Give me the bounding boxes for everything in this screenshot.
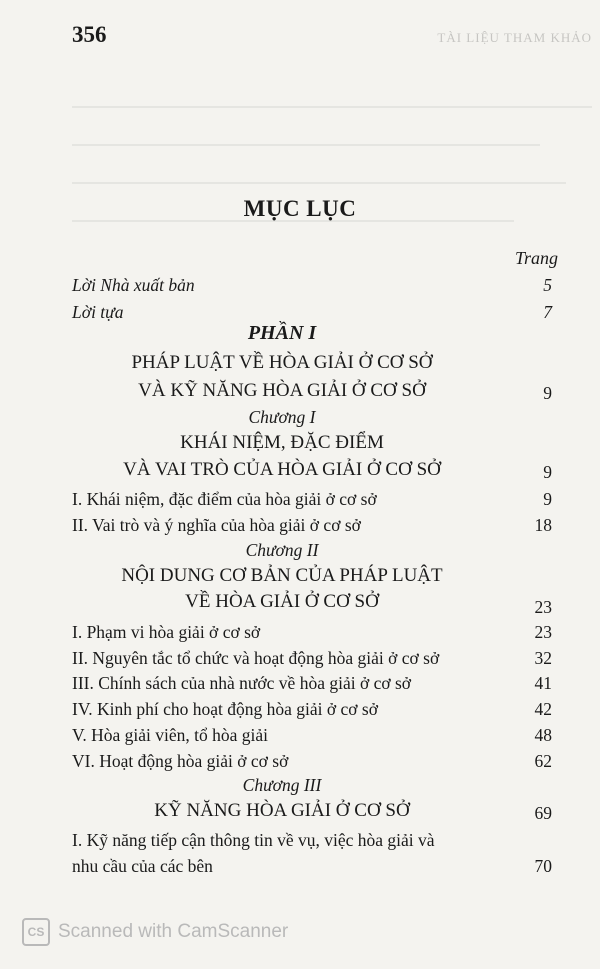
toc-entry-page: 48	[534, 725, 552, 745]
chapter3-page: 69	[534, 803, 552, 823]
toc-entry-label: VI. Hoạt động hòa giải ở cơ sở	[72, 751, 289, 771]
toc-entry-ch1-item1[interactable]	[72, 489, 552, 510]
toc-entry-ch2-item1[interactable]	[72, 622, 552, 643]
toc-entry-label: IV. Kinh phí cho hoạt động hòa giải ở cơ sở	[72, 699, 378, 719]
chapter1-page: 9	[543, 462, 552, 482]
toc-entry-label: I. Khái niệm, đặc điểm của hòa giải ở cơ sở	[72, 489, 377, 509]
toc-entry-label: Lời Nhà xuất bản	[72, 275, 195, 295]
toc-entry-ch2-item4[interactable]	[72, 699, 552, 720]
chapter3-title-line1: KỸ NĂNG HÒA GIẢI Ở CƠ SỞ	[154, 800, 410, 821]
chapter3-label: Chương III	[242, 775, 322, 795]
toc-entry-page: 9	[543, 489, 552, 509]
toc-entry-page: 18	[534, 515, 552, 535]
page-title: MỤC LỤC	[243, 196, 357, 221]
toc-entry-page: 41	[534, 673, 552, 693]
watermark-text: Scanned with CamScanner	[58, 921, 289, 942]
toc-entry-label: nhu cầu của các bên	[72, 856, 213, 876]
chapter1-title-line2: VÀ VAI TRÒ CỦA HÒA GIẢI Ở CƠ SỞ	[123, 459, 441, 480]
part-page: 9	[543, 383, 552, 403]
chapter2-label: Chương II	[245, 540, 319, 560]
camscanner-logo-icon: CS	[22, 918, 50, 946]
toc-entry-page: 42	[534, 699, 552, 719]
toc-entry-preface[interactable]	[72, 302, 552, 323]
toc-entry-page: 70	[534, 856, 552, 876]
part-label: PHẦN I	[247, 322, 317, 344]
chapter1-title-line1: KHÁI NIỆM, ĐẶC ĐIỂM	[180, 432, 384, 453]
toc-entry-label: Lời tựa	[72, 302, 124, 322]
part-title-line2: VÀ KỸ NĂNG HÒA GIẢI Ở CƠ SỞ	[138, 380, 426, 401]
toc-entry-page: 5	[543, 275, 552, 295]
running-head: TÀI LIỆU THAM KHẢO	[437, 30, 592, 45]
toc-entry-page: 32	[534, 648, 552, 668]
chapter1-label: Chương I	[248, 407, 316, 427]
toc-entry-ch1-item2[interactable]	[72, 515, 552, 536]
toc-entry-ch3-item1[interactable]	[72, 830, 552, 851]
toc-entry-ch2-item5[interactable]	[72, 725, 552, 746]
toc-entry-label: I. Phạm vi hòa giải ở cơ sở	[72, 622, 261, 642]
page-column-label: Trang	[514, 248, 558, 268]
page-number: 356	[72, 22, 107, 47]
scanner-watermark	[22, 918, 288, 946]
toc-entry-ch2-item6[interactable]	[72, 751, 552, 772]
chapter2-title-line2: VỀ HÒA GIẢI Ở CƠ SỞ	[185, 591, 379, 612]
toc-entry-page: 7	[543, 302, 552, 322]
toc-entry-label: II. Nguyên tắc tổ chức và hoạt động hòa giải ở cơ sở	[72, 648, 440, 668]
toc-entry-label: II. Vai trò và ý nghĩa của hòa giải ở cơ sở	[72, 515, 361, 535]
toc-entry-label: III. Chính sách của nhà nước về hòa giải ở cơ sở	[72, 673, 412, 693]
part-title-line1: PHÁP LUẬT VỀ HÒA GIẢI Ở CƠ SỞ	[131, 352, 433, 373]
chapter2-page: 23	[534, 597, 552, 617]
toc-entry-ch2-item3[interactable]	[72, 673, 552, 694]
toc-entry-ch3-item1-cont[interactable]	[72, 856, 552, 877]
toc-entry-publisher[interactable]	[72, 275, 552, 296]
toc-entry-page: 62	[534, 751, 552, 771]
toc-entry-ch2-item2[interactable]	[72, 648, 552, 669]
toc-entry-label: V. Hòa giải viên, tổ hòa giải	[72, 725, 269, 745]
toc-entry-label: I. Kỹ năng tiếp cận thông tin về vụ, việc hòa giải và	[72, 830, 435, 850]
toc-entry-page: 23	[534, 622, 552, 642]
chapter2-title-line1: NỘI DUNG CƠ BẢN CỦA PHÁP LUẬT	[121, 565, 443, 586]
